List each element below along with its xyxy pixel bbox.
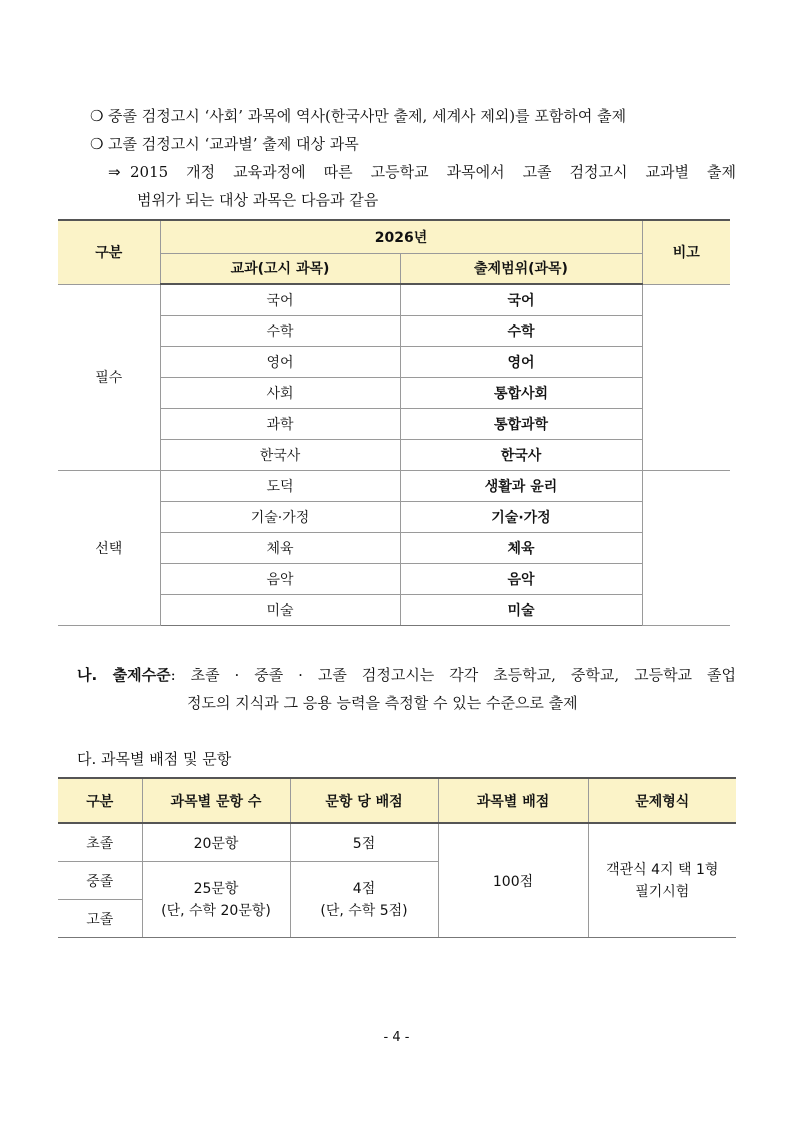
bullet-line-2: ❍ 고졸 검정고시 ‘교과별’ 출제 대상 과목 <box>90 135 359 153</box>
count-line-2: (단, 수학 20문항) <box>161 902 271 919</box>
middle-high-points <box>290 862 438 938</box>
subject-cell: 한국사 <box>160 440 400 471</box>
row-label-middle: 중졸 <box>58 862 142 900</box>
circle-bullet-icon: ❍ <box>90 107 104 125</box>
points-line-1: 4점 <box>352 880 376 897</box>
note-cell-elective <box>642 471 730 626</box>
section-na-line-2: 정도의 지식과 그 응용 능력을 측정할 수 있는 수준으로 출제 <box>187 694 578 712</box>
range-cell: 음악 <box>400 564 642 595</box>
row-label-elementary: 초졸 <box>58 823 142 862</box>
middle-high-count <box>142 862 290 938</box>
table-row <box>58 471 730 502</box>
range-cell: 기술·가정 <box>400 502 642 533</box>
arrow-line-2: 범위가 되는 대상 과목은 다음과 같음 <box>137 191 379 209</box>
subject-cell: 영어 <box>160 347 400 378</box>
section-na-label: 나. 출제수준 <box>77 666 171 684</box>
subject-cell: 국어 <box>160 284 400 316</box>
table-row <box>58 284 730 316</box>
subject-cell: 체육 <box>160 533 400 564</box>
elementary-count: 20문항 <box>142 823 290 862</box>
group-required: 필수 <box>58 284 160 471</box>
header-group: 구분 <box>58 220 160 284</box>
right-arrow-icon: ⇒ <box>108 163 121 181</box>
subject-cell: 도덕 <box>160 471 400 502</box>
group-elective: 선택 <box>58 471 160 626</box>
header-subject-points: 과목별 배점 <box>438 778 588 823</box>
subject-cell: 사회 <box>160 378 400 409</box>
header-subject: 교과(고시 과목) <box>160 253 400 284</box>
elementary-points: 5점 <box>290 823 438 862</box>
subject-cell: 음악 <box>160 564 400 595</box>
total-points: 100점 <box>438 823 588 938</box>
arrow-line-1: ⇒ 2015 개정 교육과정에 따른 고등학교 과목에서 고졸 검정고시 교과별 출제 <box>108 163 736 181</box>
format-line-1: 객관식 4지 택 1형 <box>606 861 719 878</box>
table-row <box>58 823 736 862</box>
range-cell: 수학 <box>400 316 642 347</box>
header-question-count: 과목별 문항 수 <box>142 778 290 823</box>
subject-range-table <box>58 219 730 626</box>
header-note: 비고 <box>642 220 730 284</box>
range-cell: 체육 <box>400 533 642 564</box>
range-cell: 한국사 <box>400 440 642 471</box>
header-points-per-question: 문항 당 배점 <box>290 778 438 823</box>
section-da-label: 다. 과목별 배점 및 문항 <box>77 750 232 768</box>
note-cell-required <box>642 284 730 471</box>
bullet-line-1: ❍ 중졸 검정고시 ‘사회’ 과목에 역사(한국사만 출제, 세계사 제외)를 포함하여 출제 <box>90 107 627 125</box>
score-table <box>58 777 736 938</box>
range-cell: 통합사회 <box>400 378 642 409</box>
section-na-line-1: 나. 출제수준: 초졸 · 중졸 · 고졸 검정고시는 각각 초등학교, 중학교, 고등학교 졸업 <box>77 666 736 684</box>
range-cell: 생활과 윤리 <box>400 471 642 502</box>
range-cell: 영어 <box>400 347 642 378</box>
format-line-2: 필기시험 <box>635 883 690 900</box>
page-number: - 4 - <box>383 1030 410 1045</box>
format-cell <box>588 823 736 938</box>
subject-cell: 과학 <box>160 409 400 440</box>
header-format: 문제형식 <box>588 778 736 823</box>
header-range: 출제범위(과목) <box>400 253 642 284</box>
range-cell: 통합과학 <box>400 409 642 440</box>
range-cell: 미술 <box>400 595 642 626</box>
subject-cell: 기술·가정 <box>160 502 400 533</box>
count-line-1: 25문항 <box>193 880 239 897</box>
range-cell: 국어 <box>400 284 642 316</box>
header-category: 구분 <box>58 778 142 823</box>
subject-cell: 수학 <box>160 316 400 347</box>
circle-bullet-icon: ❍ <box>90 135 104 153</box>
subject-cell: 미술 <box>160 595 400 626</box>
header-year: 2026년 <box>160 220 642 253</box>
row-label-high: 고졸 <box>58 900 142 938</box>
points-line-2: (단, 수학 5점) <box>320 902 408 919</box>
